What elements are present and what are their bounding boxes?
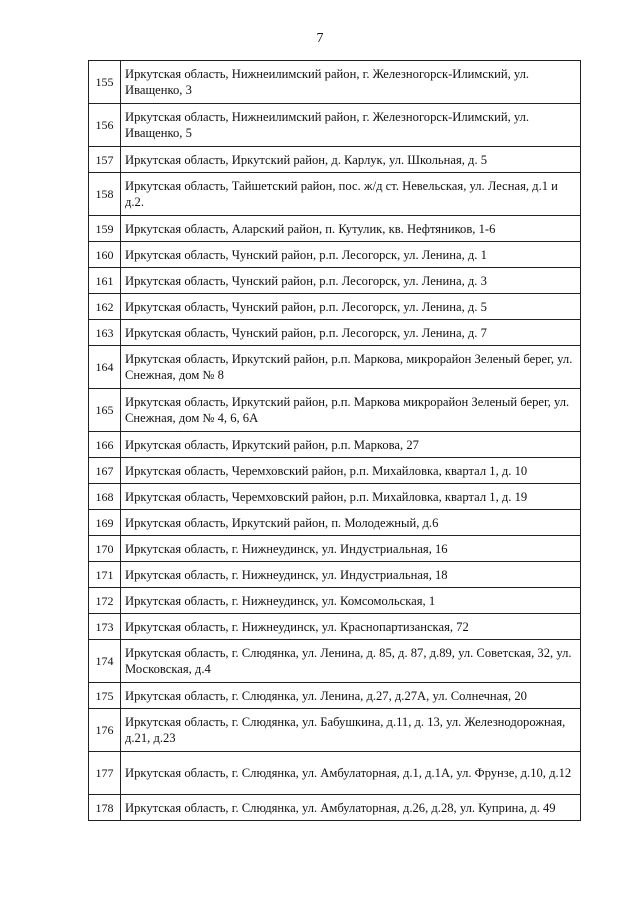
row-address: Иркутская область, Иркутский район, р.п. Маркова, микрорайон Зеленый берег, ул. Снежная, дом № 8 xyxy=(121,346,581,389)
table-row xyxy=(89,709,581,752)
table-row xyxy=(89,588,581,614)
row-number: 158 xyxy=(89,173,121,216)
row-number: 178 xyxy=(89,795,121,821)
row-number: 156 xyxy=(89,104,121,147)
row-address: Иркутская область, Чунский район, р.п. Лесогорск, ул. Ленина, д. 5 xyxy=(121,294,581,320)
row-number: 161 xyxy=(89,268,121,294)
row-number: 177 xyxy=(89,752,121,795)
page-number: 7 xyxy=(316,31,324,46)
row-address: Иркутская область, Иркутский район, р.п. Маркова микрорайон Зеленый берег, ул. Снежная, дом № 4, 6, 6А xyxy=(121,389,581,432)
row-address: Иркутская область, Иркутский район, п. Молодежный, д.6 xyxy=(121,510,581,536)
row-address: Иркутская область, г. Нижнеудинск, ул. Комсомольская, 1 xyxy=(121,588,581,614)
row-address: Иркутская область, г. Слюдянка, ул. Амбулаторная, д.26, д.28, ул. Куприна, д. 49 xyxy=(121,795,581,821)
row-address: Иркутская область, Чунский район, р.п. Лесогорск, ул. Ленина, д. 7 xyxy=(121,320,581,346)
row-address: Иркутская область, Нижнеилимский район, г. Железногорск-Илимский, ул. Иващенко, 3 xyxy=(121,61,581,104)
row-number: 171 xyxy=(89,562,121,588)
row-address: Иркутская область, Чунский район, р.п. Лесогорск, ул. Ленина, д. 1 xyxy=(121,242,581,268)
row-number: 170 xyxy=(89,536,121,562)
table-row xyxy=(89,484,581,510)
row-address: Иркутская область, Тайшетский район, пос. ж/д ст. Невельская, ул. Лесная, д.1 и д.2. xyxy=(121,173,581,216)
row-address: Иркутская область, Черемховский район, р.п. Михайловка, квартал 1, д. 10 xyxy=(121,458,581,484)
row-number: 166 xyxy=(89,432,121,458)
row-number: 163 xyxy=(89,320,121,346)
row-number: 172 xyxy=(89,588,121,614)
row-address: Иркутская область, г. Нижнеудинск, ул. Краснопартизанская, 72 xyxy=(121,614,581,640)
row-address: Иркутская область, г. Слюдянка, ул. Бабушкина, д.11, д. 13, ул. Железнодорожная, д.21, д.23 xyxy=(121,709,581,752)
table-row xyxy=(89,562,581,588)
row-address: Иркутская область, г. Слюдянка, ул. Амбулаторная, д.1, д.1А, ул. Фрунзе, д.10, д.12 xyxy=(121,752,581,795)
table-row xyxy=(89,389,581,432)
row-number: 169 xyxy=(89,510,121,536)
table-row xyxy=(89,432,581,458)
address-table xyxy=(88,60,581,821)
row-number: 175 xyxy=(89,683,121,709)
table-row xyxy=(89,104,581,147)
table-row xyxy=(89,458,581,484)
row-address: Иркутская область, Иркутский район, д. Карлук, ул. Школьная, д. 5 xyxy=(121,147,581,173)
row-address: Иркутская область, Иркутский район, р.п. Маркова, 27 xyxy=(121,432,581,458)
row-number: 160 xyxy=(89,242,121,268)
table-row xyxy=(89,216,581,242)
table-row xyxy=(89,683,581,709)
row-number: 159 xyxy=(89,216,121,242)
row-number: 176 xyxy=(89,709,121,752)
row-address: Иркутская область, г. Нижнеудинск, ул. Индустриальная, 16 xyxy=(121,536,581,562)
table-row xyxy=(89,510,581,536)
row-number: 162 xyxy=(89,294,121,320)
row-address: Иркутская область, Черемховский район, р.п. Михайловка, квартал 1, д. 19 xyxy=(121,484,581,510)
row-address: Иркутская область, г. Слюдянка, ул. Ленина, д. 85, д. 87, д.89, ул. Советская, 32, ул. Московская, д.4 xyxy=(121,640,581,683)
table-row xyxy=(89,294,581,320)
table-row xyxy=(89,61,581,104)
table-row xyxy=(89,536,581,562)
row-address: Иркутская область, Аларский район, п. Кутулик, кв. Нефтяников, 1-6 xyxy=(121,216,581,242)
row-address: Иркутская область, г. Слюдянка, ул. Ленина, д.27, д.27А, ул. Солнечная, 20 xyxy=(121,683,581,709)
table-row xyxy=(89,268,581,294)
table-row xyxy=(89,752,581,795)
table-row xyxy=(89,242,581,268)
row-number: 174 xyxy=(89,640,121,683)
row-number: 167 xyxy=(89,458,121,484)
table-row xyxy=(89,147,581,173)
table-row xyxy=(89,640,581,683)
table-row xyxy=(89,173,581,216)
row-number: 168 xyxy=(89,484,121,510)
table-row xyxy=(89,795,581,821)
table-row xyxy=(89,346,581,389)
row-number: 164 xyxy=(89,346,121,389)
row-address: Иркутская область, Чунский район, р.п. Лесогорск, ул. Ленина, д. 3 xyxy=(121,268,581,294)
row-number: 157 xyxy=(89,147,121,173)
row-number: 155 xyxy=(89,61,121,104)
row-address: Иркутская область, Нижнеилимский район, г. Железногорск-Илимский, ул. Иващенко, 5 xyxy=(121,104,581,147)
row-address: Иркутская область, г. Нижнеудинск, ул. Индустриальная, 18 xyxy=(121,562,581,588)
table-row xyxy=(89,320,581,346)
row-number: 165 xyxy=(89,389,121,432)
table-row xyxy=(89,614,581,640)
row-number: 173 xyxy=(89,614,121,640)
